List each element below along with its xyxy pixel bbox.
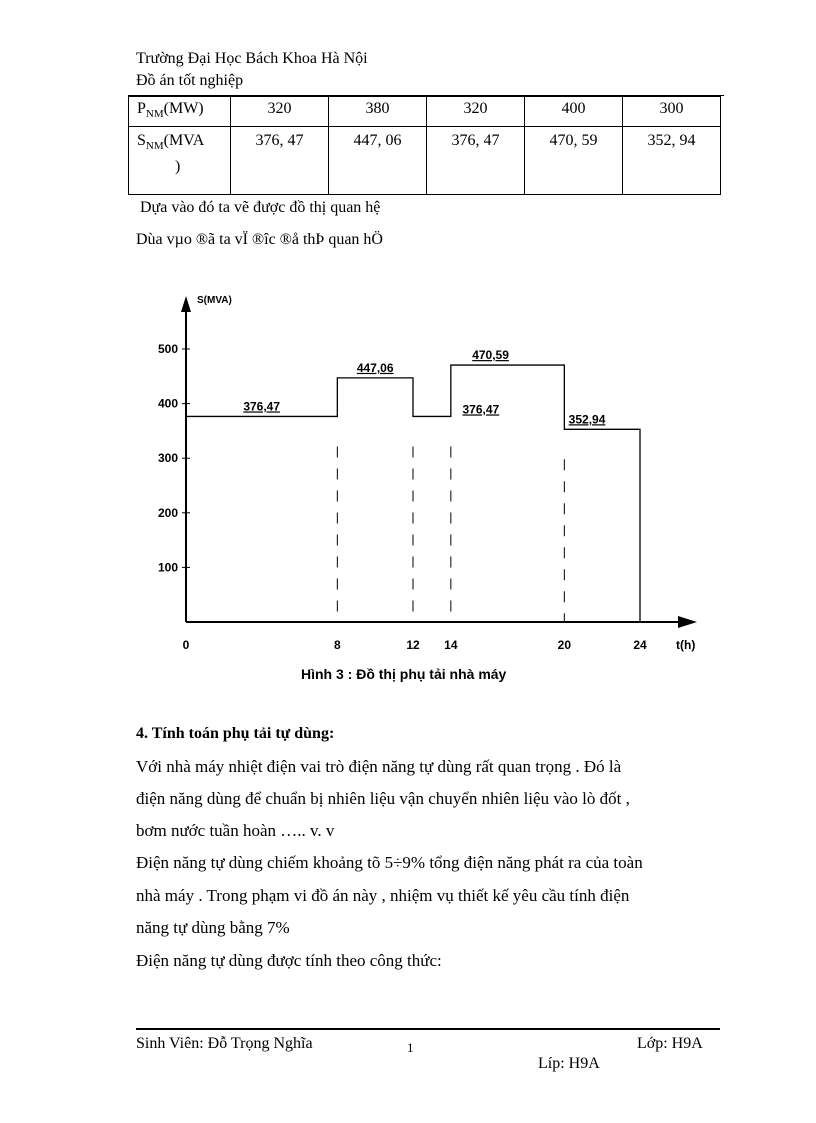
table-cell: 376, 47	[231, 127, 329, 195]
segment-value-label: 470,59	[472, 348, 509, 363]
row-label-apparent: $S_{NM}(MVA$ )	[129, 127, 231, 195]
y-tick-label: 300	[157, 451, 178, 466]
header-school: Trường Đại Học Bách Khoa Hà Nội	[136, 50, 368, 67]
x-tick-label: 20	[557, 638, 572, 652]
body-line: Với nhà máy nhiệt điện vai trò điện năng tự dùng rất quan trọng . Đó là	[136, 757, 622, 776]
y-tick-label: 400	[157, 396, 178, 411]
table-cell: 352, 94	[623, 127, 721, 195]
section-heading: 4. Tính toán phụ tải tự dùng:	[136, 725, 335, 742]
segment-value-label: 447,06	[356, 360, 394, 375]
body-line: nhà máy . Trong phạm vi đồ án này , nhiệm vụ thiết kế yêu cầu tính điện	[136, 886, 630, 905]
table-cell: 470, 59	[525, 127, 623, 195]
segment-value-label: 352,94	[568, 412, 606, 427]
x-axis-label: t(h)	[676, 638, 696, 652]
segment-value-label: 376,47	[243, 399, 281, 414]
chart-caption: Hình 3 : Đồ thị phụ tải nhà máy	[301, 666, 507, 682]
y-axis-label: S(MVA)	[197, 295, 232, 306]
x-tick-label: 8	[333, 638, 341, 652]
table-cell: 380	[329, 97, 427, 127]
intro-line: Dựa vào đó ta vẽ được đồ thị quan hệ	[140, 199, 381, 216]
footer-page-number: 1	[407, 1040, 414, 1055]
header-subtitle: Đồ án tốt nghiệp	[136, 72, 244, 89]
footer-rule	[136, 1028, 720, 1030]
y-tick-label: 500	[157, 342, 178, 356]
x-tick-label: 14	[444, 638, 458, 652]
y-tick-label: 200	[157, 505, 178, 520]
body-line: Điện năng tự dùng chiếm khoảng tõ 5÷9% tổng điện năng phát ra của toàn	[136, 853, 643, 872]
table-cell: 300	[623, 97, 721, 127]
segment-value-label: 376,47	[462, 402, 500, 417]
x-tick-label: 0	[182, 638, 190, 652]
body-line: bơm nước tuần hoàn ….. v. v	[136, 821, 335, 840]
table-cell: 320	[231, 97, 329, 127]
garbled-line: Dùa vµo ®ã ta vÏ ®îc ®å thÞ quan hÖ	[136, 231, 383, 248]
footer-class-garbled: Líp: H9A	[538, 1055, 600, 1072]
x-axis-arrow	[678, 616, 697, 628]
body-line: Điện năng tự dùng được tính theo công thức:	[136, 951, 442, 970]
x-tick-label: 24	[633, 638, 647, 652]
table-cell: 400	[525, 97, 623, 127]
table-cell: 376, 47	[427, 127, 525, 195]
body-line: năng tự dùng bằng 7%	[136, 918, 290, 937]
body-line: điện năng dùng để chuẩn bị nhiên liệu vận chuyển nhiên liệu vào lò đốt ,	[136, 789, 630, 808]
table-cell: 447, 06	[329, 127, 427, 195]
table-cell: 320	[427, 97, 525, 127]
footer-class: Lớp: H9A	[637, 1035, 703, 1052]
footer-student: Sinh Viên: Đỗ Trọng Nghĩa	[136, 1035, 313, 1052]
row-label-power: $P_{NM}(MW)$	[129, 97, 231, 127]
x-tick-label: 12	[406, 638, 420, 652]
y-tick-label: 100	[157, 560, 178, 575]
y-axis-arrow	[181, 296, 191, 312]
